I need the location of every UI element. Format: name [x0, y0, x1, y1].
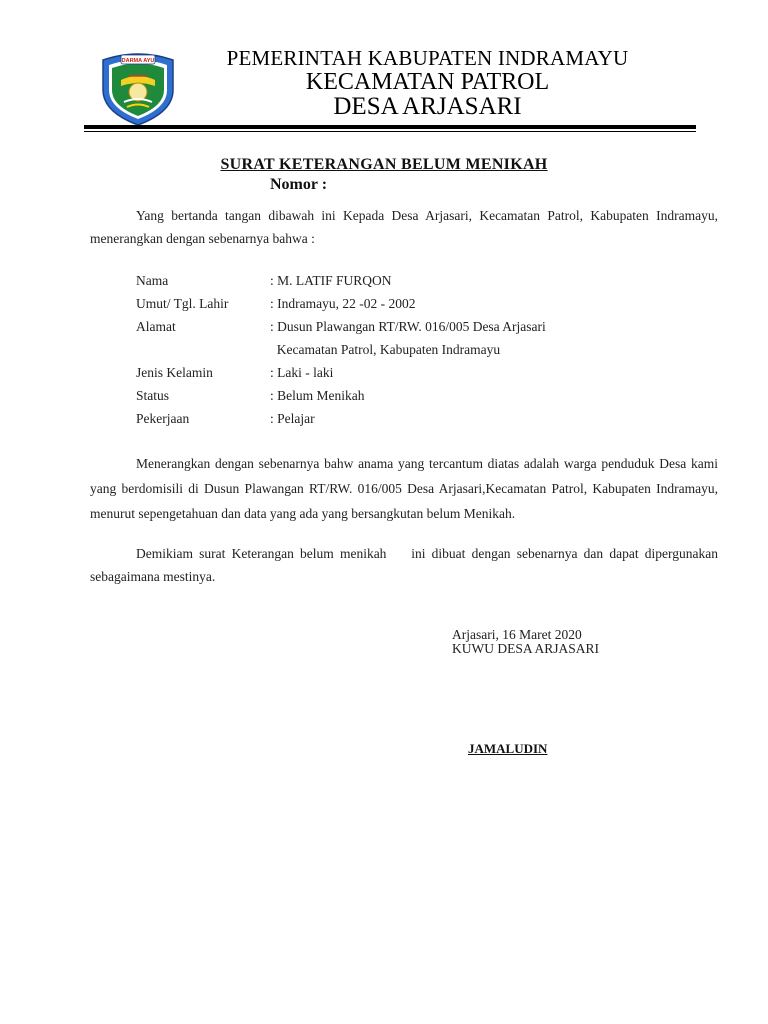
field-value: : Indramayu, 22 -02 - 2002 [270, 296, 416, 311]
field-label: Nama [136, 273, 169, 288]
field-value: : Belum Menikah [270, 388, 365, 403]
regency-emblem-logo [99, 50, 177, 126]
field-value: : M. LATIF FURQON [270, 273, 392, 288]
signature-block [452, 628, 599, 656]
statement-paragraph: Menerangkan dengan sebenarnya bahw anama yang tercantum diatas adalah warga penduduk Desa kami yang berdomisili di Dusun Plawangan RT/RW. 016/005 Desa Arjasari,Kecamatan Patrol, Kabupaten Indramayu, menurut sepengetahuan dan data yang ada yang bersangkutan belum Menikah. [90, 456, 718, 521]
field-label: Status [136, 388, 170, 403]
field-label: Jenis Kelamin [136, 365, 213, 380]
place-date: Arjasari, 16 Maret 2020 [452, 627, 582, 642]
field-value: : Laki - laki [270, 365, 334, 380]
field-label: Pekerjaan [136, 411, 190, 426]
signer-name: JAMALUDIN [468, 741, 548, 756]
field-value: : Dusun Plawangan RT/RW. 016/005 Desa Arjasari [270, 319, 546, 334]
header-village-line: DESA ARJASARI [333, 93, 522, 120]
header-subdistrict-line: KECAMATAN PATROL [305, 69, 550, 95]
letter-title: SURAT KETERANGAN BELUM MENIKAH [220, 156, 548, 173]
closing-paragraph: Demikiam surat Keterangan belum menikah ini dibuat dengan sebenarnya dan dapat dipergunakan sebagaimana mestinya. [90, 546, 722, 584]
header-divider-thick [84, 125, 696, 129]
svg-text:DARMA AYU: DARMA AYU [121, 58, 155, 64]
field-value: : Pelajar [270, 411, 315, 426]
field-label: Umut/ Tgl. Lahir [136, 296, 229, 311]
header-divider-thin [84, 131, 696, 132]
signer-title: KUWU DESA ARJASARI [452, 641, 600, 656]
letter-number-label: Nomor : [270, 176, 328, 193]
field-value: Kecamatan Patrol, Kabupaten Indramayu [270, 342, 501, 357]
field-label: Alamat [136, 319, 176, 334]
header-government-line: PEMERINTAH KABUPATEN INDRAMAYU [226, 46, 629, 70]
intro-paragraph: Yang bertanda tangan dibawah ini Kepada Desa Arjasari, Kecamatan Patrol, Kabupaten Indramayu, menerangkan dengan sebenarnya bahwa : [90, 208, 718, 246]
